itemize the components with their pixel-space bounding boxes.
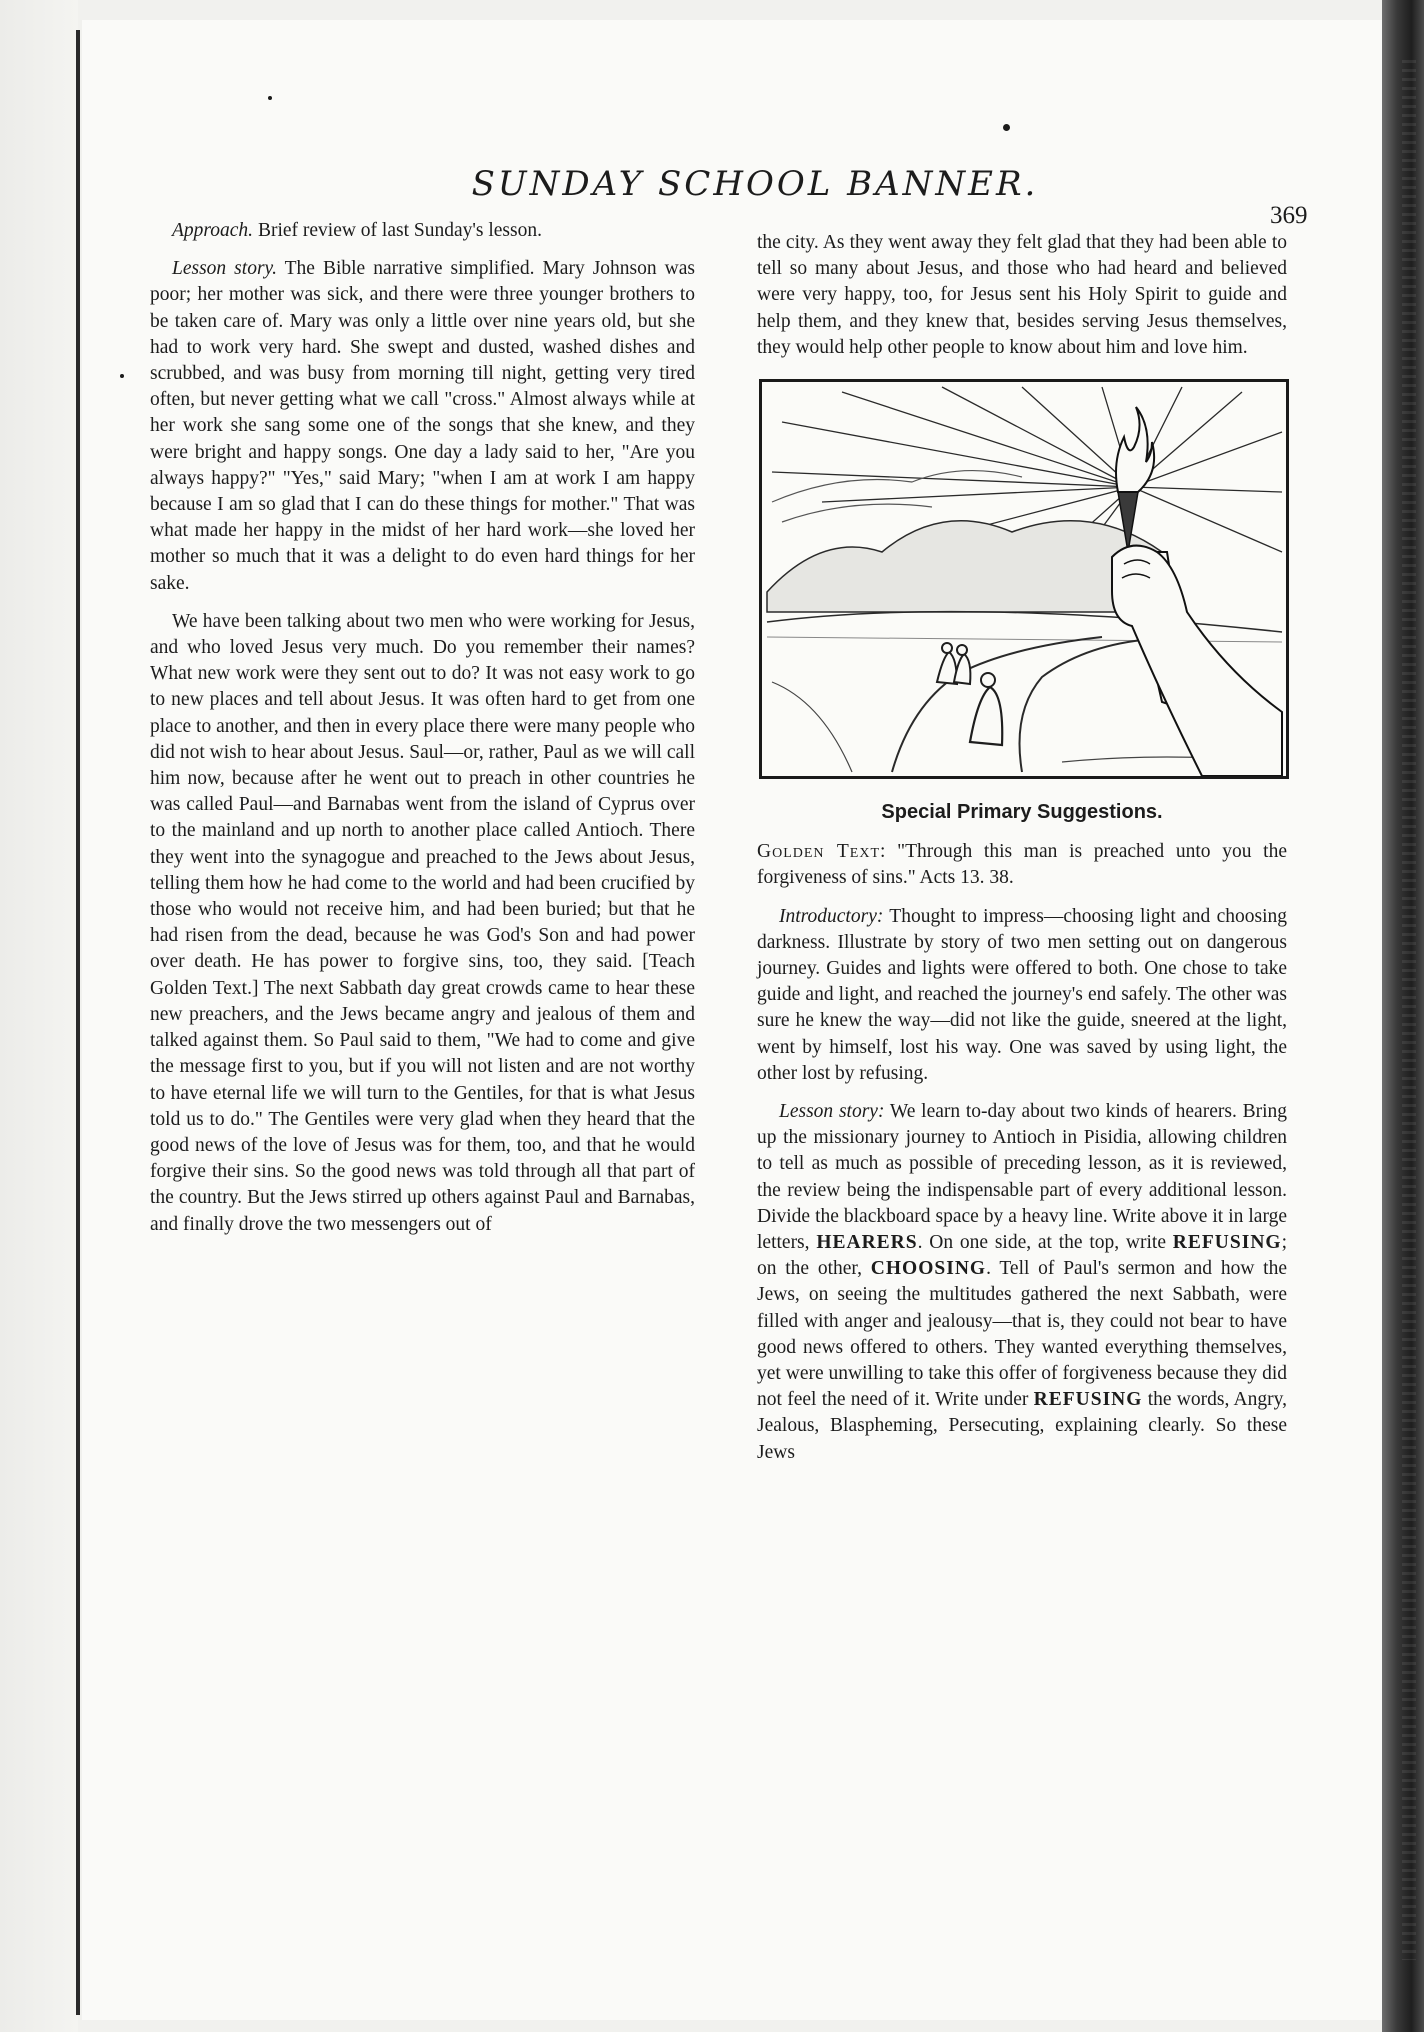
lesson-story-text: The Bible narrative simplified. Mary Johnson was poor; her mother was sick, and there were three younger brothers to be taken care of. Mary was only a little over nine years old, but she had to work very hard. She swept and dusted, washed dishes and scrubbed, and was busy from morning till night, getting very tired often, but never getting what we call "cross." Almost always while at her work she sang some one of the songs that she knew, and they were bright and happy songs. One day a lady said to her, "Are you always happy?" "Yes," said Mary; "when I am at work I am happy because I am so glad that I can do these things for mother." That was what made her happy in the midst of her hard work—she loved her mother so much that it was a delight to do even hard things for her sake. [150,258,695,594]
approach-paragraph [150,218,695,244]
left-column [150,218,695,1250]
lesson-story-lead: Lesson story. [172,258,277,280]
lesson-text-2: . On one side, at the top, write [917,1232,1173,1254]
approach-lead: Approach. [172,220,254,241]
choosing-word: CHOOSING [870,1258,987,1280]
continuation-paragraph: the city. As they went away they felt glad that they had been able to tell so many about Jesus, and those who had heard and believed were very happy, too, for Jesus sent his Holy Spirit to guide and help them, and they knew that, besides serving Jesus themselves, they would help other people to know about him and love him. [757,232,1287,358]
lesson-text-1: We learn to-day about two kinds of hearers. Bring up the missionary journey to Antioch in Pisidia, allowing children to tell as much as possible of preceding lesson, as it is reviewed, the review being the indispensable part of every additional lesson. Divide the blackboard space by a heavy line. Write above it in large letters, [757,1101,1288,1254]
torch-illustration [759,379,1289,779]
primary-lesson-story-paragraph [757,1099,1287,1466]
lesson-text-3: ; on the other, [757,1232,1287,1280]
primary-lesson-story-lead: Lesson story: [779,1101,885,1123]
page-header [0,164,1424,229]
print-speck [1003,124,1010,131]
print-speck [268,96,272,100]
right-column [757,230,1287,1478]
lesson-text-4: . Tell of Paul's sermon and how the Jews, on seeing the multitudes gathered the next Sabbath, were filled with anger and jealousy—that is, they could not bear to have good news offered to others. They wanted everything themselves, yet were unwilling to take this offer of forgiveness because they did not feel the need of it. Write under [757,1258,1288,1411]
approach-text: Brief review of last Sunday's lesson. [253,220,542,241]
golden-text-body: : "Through this man is preached unto you the forgiveness of sins." Acts 13. 38. [757,841,1288,889]
section-heading: Special Primary Suggestions. [881,801,1163,824]
lesson-story-paragraph [150,256,695,597]
book-binding [1382,0,1424,2032]
refusing-word: REFUSING [1172,1232,1282,1254]
golden-text-paragraph [757,839,1287,891]
binding-texture [1402,60,1416,1960]
two-men-paragraph: We have been talking about two men who were working for Jesus, and who loved Jesus very much. Do you remember their names? What new work were they sent out to do? It was not easy work to go to new places and tell about Jesus. It was often hard to get from one place to another, and then in every place there were many people who did not wish to hear about Jesus. Saul—or, rather, Paul as we will call him now, because after he went out to preach in other countries he was called Paul—and Barnabas went from the island of Cyprus over to the mainland and up north to another place called Antioch. There they went into the synagogue and preached to the Jews about Jesus, telling them how he had come to the world and had been crucified by those who would not receive him, and had been buried; but that he had risen from the dead, because he was God's Son and had power over death. He has power to forgive sins, too, they said. [Teach Golden Text.] The next Sabbath day great crowds came to hear these new preachers, and the Jews became angry and jealous of them and talked against them. So Paul said to them, "We had to come and give the message first to you, but if you will not listen and are not worthy to have eternal life we will turn to the Gentiles, for that is what Jesus told us to do." The Gentiles were very glad when they heard that the good news of the love of Jesus was for them, too, and that he would forgive their sins. So the good news was told through all that part of the country. But the Jews stirred up others against Paul and Barnabas, and finally drove the two messengers out of [150,610,695,1235]
introductory-paragraph [757,904,1287,1087]
torch-illustration-drawing [762,382,1286,776]
golden-text-lead: Golden Text [757,841,880,863]
running-title: SUNDAY SCHOOL BANNER. [471,164,1039,204]
previous-page-edge [76,30,80,2015]
lesson-text-5: the words, Angry, Jealous, Blaspheming, Persecuting, explaining clearly. So these Jews [757,1389,1287,1463]
page-number: 369 [1270,202,1308,229]
print-speck [120,374,124,378]
introductory-text: Thought to impress—choosing light and choosing darkness. Illustrate by story of two men setting out on dangerous journey. Guides and lights were offered to both. One chose to take guide and light, and reached the journey's end safely. The other was sure he knew the way—did not like the guide, sneered at the light, went by himself, lost his way. One was saved by using light, the other lost by refusing. [757,905,1287,1084]
introductory-lead: Introductory: [779,905,884,927]
previous-page-strip [0,0,78,2032]
refusing-word-2: REFUSING [1033,1389,1143,1411]
hearers-word: HEARERS [816,1232,918,1254]
